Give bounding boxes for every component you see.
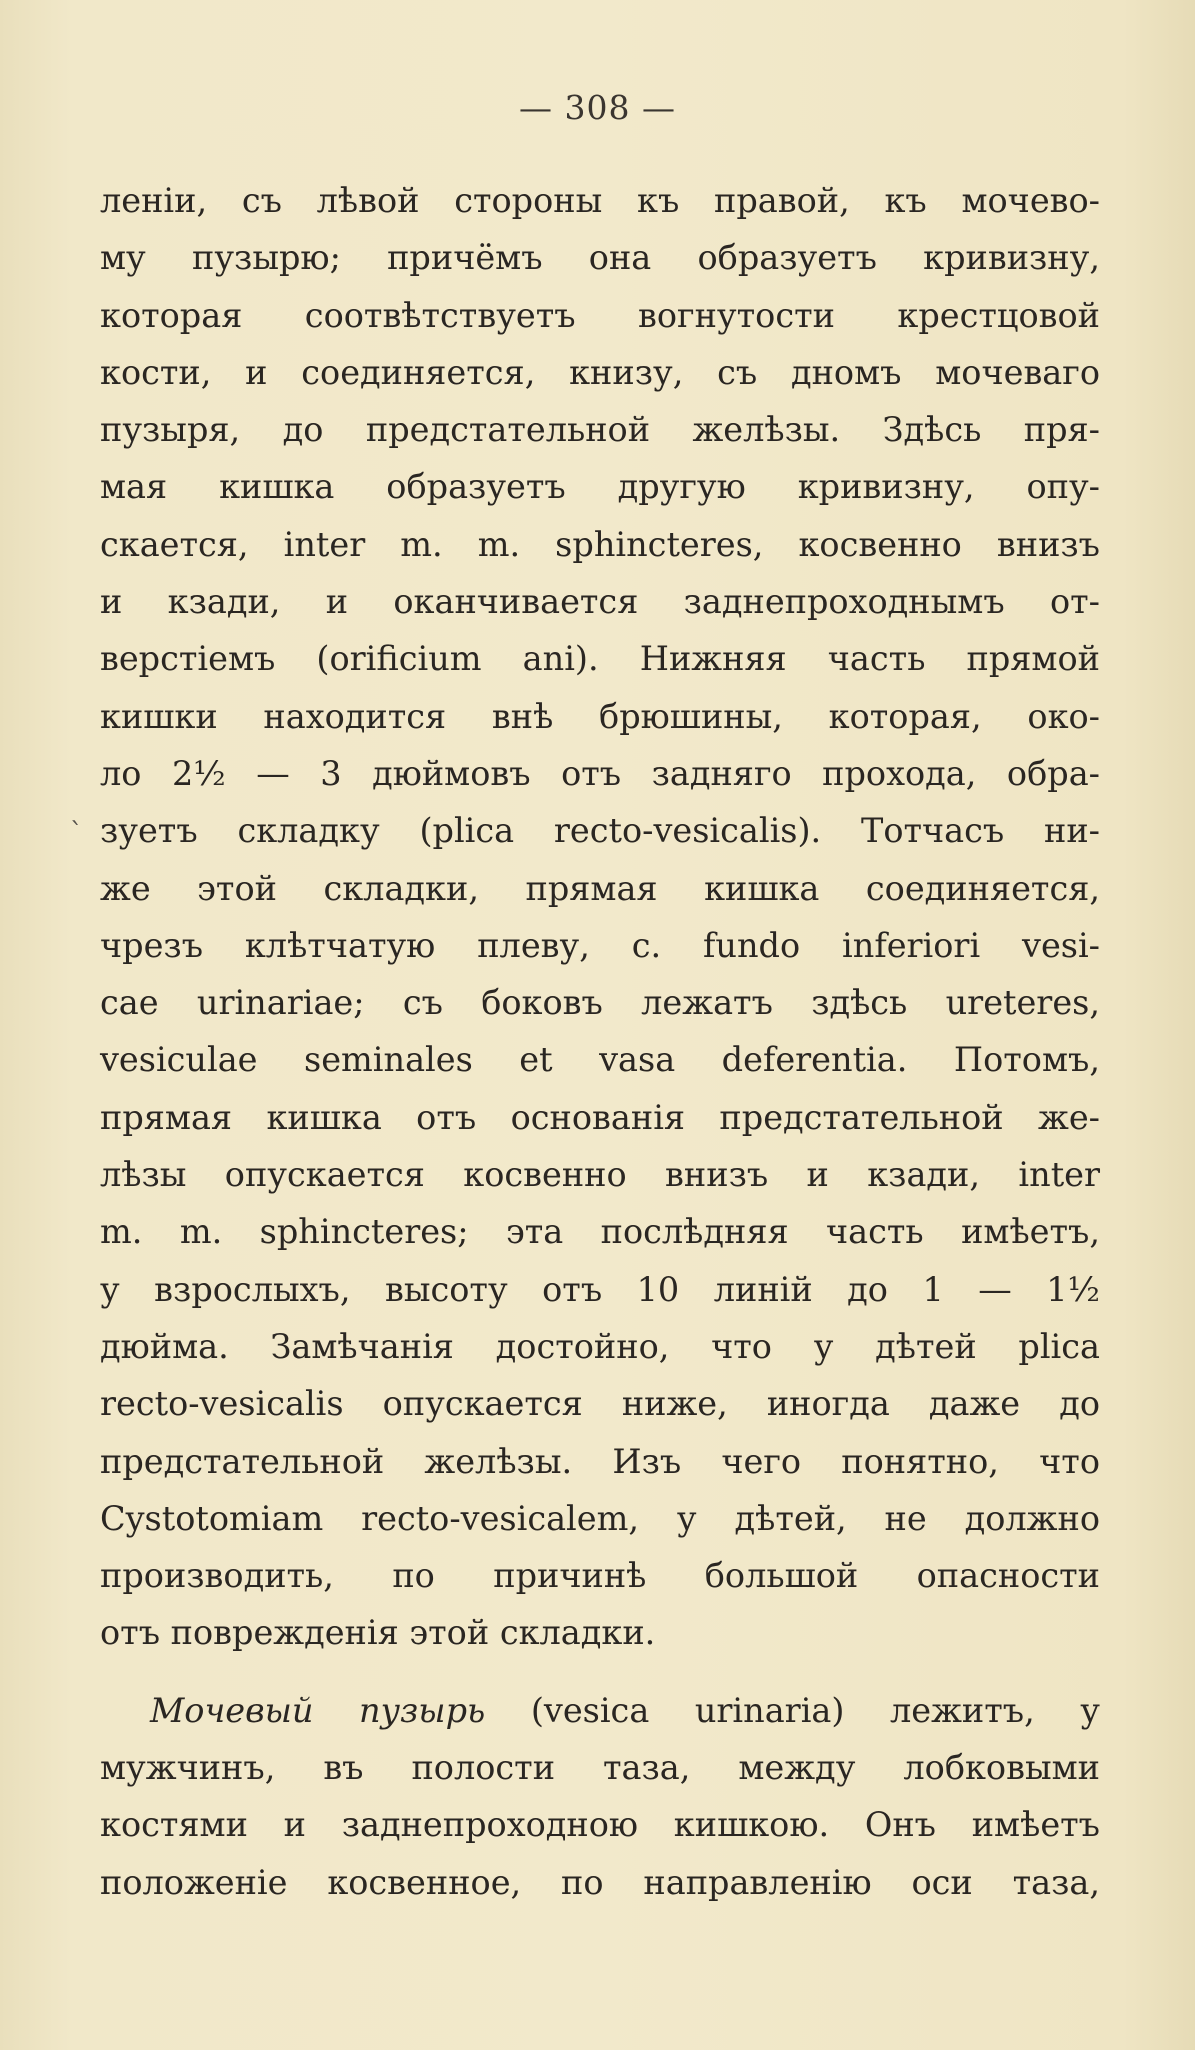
paragraph-gap xyxy=(100,1662,1100,1682)
text-line: верстіемъ (orificium ani). Нижняя часть прямой xyxy=(100,639,1100,679)
text-line: мужчинъ, въ полости таза, между лобковыми xyxy=(100,1748,1100,1788)
text-line: прямая кишка отъ основанія предстательной же- xyxy=(100,1097,1100,1137)
text-line: m. m. sphincteres; эта послѣдняя часть имѣетъ, xyxy=(100,1212,1100,1252)
margin-mark: ` xyxy=(70,818,83,848)
text-fragment: (vesica urinaria) лежитъ, у xyxy=(530,1690,1100,1730)
text-line: мая кишка образуетъ другую кривизну, опу- xyxy=(100,467,1100,507)
text-line: пузыря, до предстательной желѣзы. Здѣсь пря- xyxy=(100,410,1100,450)
text-line: скается, inter m. m. sphincteres, косвенно внизъ xyxy=(100,524,1100,564)
text-line: у взрослыхъ, высоту отъ 10 линій до 1 — 1½ xyxy=(100,1269,1100,1309)
text-line: ло 2½ — 3 дюймовъ отъ задняго прохода, обра- xyxy=(100,753,1100,793)
text-line: зуетъ складку (plica recto-vesicalis). Тотчасъ ни- xyxy=(100,811,1100,851)
text-line: леніи, съ лѣвой стороны къ правой, къ мочево- xyxy=(100,181,1100,220)
text-line: дюйма. Замѣчанія достойно, что у дѣтей plica xyxy=(100,1326,1100,1366)
text-line: производить, по причинѣ большой опасности xyxy=(100,1556,1100,1596)
paragraph-1 xyxy=(100,172,1100,1662)
text-line: му пузырю; причёмъ она образуетъ кривизну, xyxy=(100,238,1100,278)
italic-term: Мочевый пузырь xyxy=(150,1690,486,1730)
text-line: и кзади, и оканчивается заднепроходнымъ от- xyxy=(100,582,1100,622)
body-text xyxy=(100,172,1100,1911)
text-line: которая соотвѣтствуетъ вогнутости крестцовой xyxy=(100,295,1100,335)
text-line: чрезъ клѣтчатую плеву, с. fundo inferiori vesi- xyxy=(100,925,1100,965)
text-line: отъ поврежденія этой складки. xyxy=(100,1613,656,1653)
text-line: кости, и соединяется, книзу, съ дномъ мочеваго xyxy=(100,352,1100,392)
text-line: положеніе косвенное, по направленію оси таза, xyxy=(100,1862,1100,1902)
text-line: recto-vesicalis опускается ниже, иногда даже до xyxy=(100,1384,1100,1424)
text-line: костями и заднепроходною кишкою. Онъ имѣетъ xyxy=(100,1805,1100,1845)
text-line-with-heading xyxy=(100,1682,1100,1739)
text-line: лѣзы опускается косвенно внизъ и кзади, inter xyxy=(100,1155,1100,1195)
text-line: cae urinariae; съ боковъ лежатъ здѣсь ureteres, xyxy=(100,983,1100,1023)
text-line: кишки находится внѣ брюшины, которая, око- xyxy=(100,696,1100,736)
text-line: предстательной желѣзы. Изъ чего понятно, что xyxy=(100,1441,1100,1481)
text-line: vesiculae seminales et vasa deferentia. Потомъ, xyxy=(100,1040,1100,1080)
page-number: — 308 — xyxy=(519,88,676,127)
paragraph-2 xyxy=(100,1682,1100,1911)
text-line: Cystotomiam recto-vesicalem, у дѣтей, не должно xyxy=(100,1498,1100,1538)
text-line: же этой складки, прямая кишка соединяется, xyxy=(100,868,1100,908)
